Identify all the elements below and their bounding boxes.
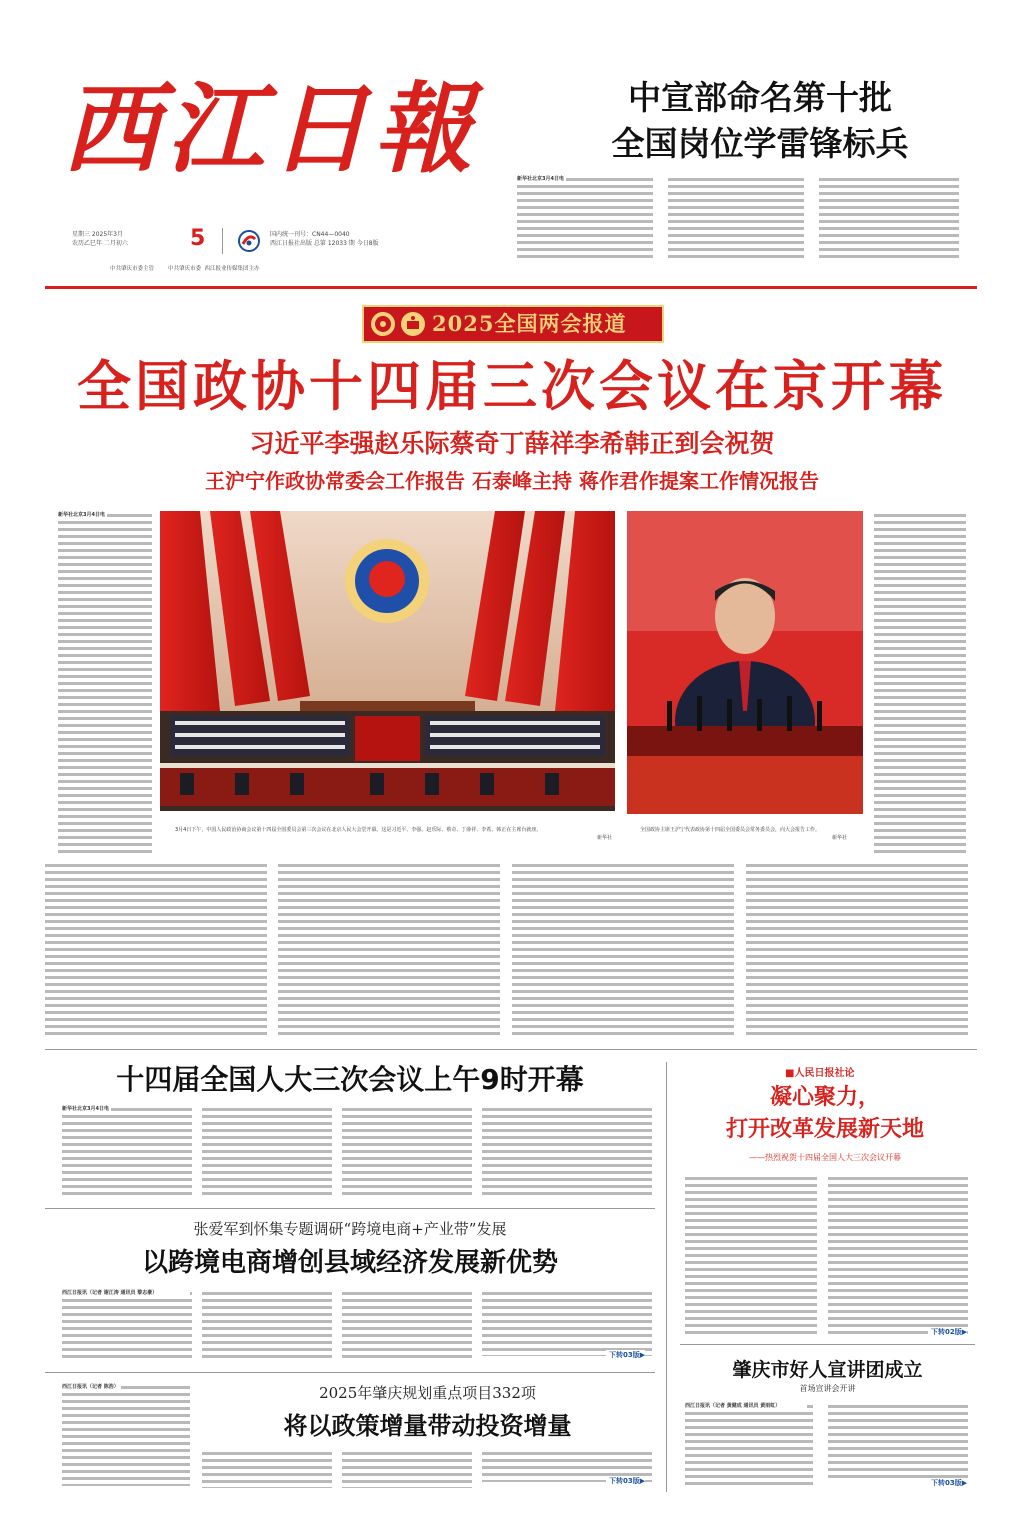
- goodpeople-body-col-1: [685, 1403, 813, 1489]
- goodpeople-subhead: 首场宣讲会开讲: [799, 1384, 856, 1393]
- goodpeople-body-col-2: [828, 1403, 968, 1479]
- projects-body-col-3: [342, 1450, 472, 1488]
- masthead-title: 西江日報: [62, 72, 479, 187]
- photo2-caption: 全国政协主席王沪宁代表政协第十四届全国委员会常务委员会，向大会报告工作。: [640, 827, 821, 833]
- masthead-date: [72, 230, 192, 248]
- projects-headline: 将以政策增量带动投资增量: [283, 1412, 572, 1440]
- top-story-body-col-3: [819, 176, 959, 260]
- commerce-lead: 西江日报讯（记者 谢江涛 通讯员 黎志豪）: [62, 1290, 190, 1297]
- commerce-body-col-2: [202, 1290, 332, 1362]
- editorial-subtitle: ——热烈祝贺十四届全国人大三次会议开幕: [749, 1153, 901, 1162]
- goodpeople-headline: 肇庆市好人宣讲团成立: [732, 1359, 923, 1381]
- photo1-credit: 新华社: [597, 835, 613, 841]
- main-body-left-col: [58, 512, 152, 856]
- npc-bottom-rule: [45, 1208, 655, 1209]
- goodpeople-more-link[interactable]: 下转03版▶: [928, 1478, 967, 1488]
- masthead-day: 5: [190, 226, 206, 251]
- npc-body-col-3: [342, 1106, 472, 1198]
- projects-body-left-col: [62, 1384, 190, 1486]
- masthead-sponsor: 中共肇庆市委主管 中共肇庆市委 西江报业传媒集团主办: [110, 266, 260, 272]
- main-headline: 全国政协十四届三次会议在京开幕: [77, 355, 947, 418]
- main-body-col-1: [45, 862, 267, 1037]
- npc-body-col-4: [482, 1106, 652, 1198]
- main-subhead-1: 习近平李强赵乐际蔡奇丁薛祥李希韩正到会祝贺: [249, 429, 775, 458]
- top-story-line-2: 全国岗位学雷锋标兵: [611, 124, 909, 163]
- projects-lead: 西江日报讯（记者 陈浩）: [62, 1384, 119, 1390]
- npc-headline: 十四届全国人大三次会议上午9时开幕: [116, 1063, 584, 1096]
- top-story-body-col-1: [517, 176, 653, 260]
- masthead-divider: [222, 228, 223, 254]
- main-body-col-3: [512, 862, 734, 1037]
- cppcc-emblem-icon: [370, 311, 396, 337]
- top-story-body-col-2: [668, 176, 804, 260]
- npc-cppcc-banner: [362, 305, 664, 343]
- main-body-col-2: [278, 862, 500, 1037]
- goodpeople-lead: 西江日报讯（记者 黄健成 通讯员 黄雨虹）: [685, 1403, 807, 1410]
- press-emblem-icon: [238, 230, 260, 252]
- main-body-right-col: [874, 512, 966, 856]
- npc-body-col-1: [62, 1106, 192, 1198]
- banner-label: 2025全国两会报道: [432, 311, 627, 336]
- photo-speaker: [627, 511, 863, 814]
- editorial-line-1: 凝心聚力，: [769, 1085, 880, 1110]
- commerce-body-col-3: [342, 1290, 472, 1362]
- masthead-publication-info: [270, 230, 490, 248]
- cn-number: 国内统一刊号：CN44—0040: [270, 231, 350, 238]
- commerce-kicker: 张爱军到怀集专题调研“跨境电商+产业带”发展: [193, 1220, 507, 1238]
- top-story-headline: [560, 75, 960, 167]
- projects-more-link[interactable]: 下转03版▶: [606, 1476, 645, 1486]
- projects-body-col-2: [202, 1450, 332, 1488]
- npc-body-col-2: [202, 1106, 332, 1198]
- photo-assembly-hall: [160, 511, 615, 811]
- section-rule: [45, 1049, 977, 1050]
- main-story-lead: 新华社北京3月4日电: [58, 512, 105, 518]
- top-story-lead: 新华社北京3月4日电: [517, 176, 564, 182]
- masthead-rule: [45, 286, 977, 289]
- main-body-col-4: [746, 862, 968, 1037]
- commerce-body-col-1: [62, 1290, 192, 1362]
- date-line-1: 星期三 2025年3月: [72, 231, 123, 238]
- editorial-headline: [680, 1082, 970, 1146]
- photo2-credit: 新华社: [832, 835, 848, 841]
- date-line-2: 农历乙巳年 二月初六: [72, 240, 128, 247]
- editorial-bottom-rule: [680, 1344, 975, 1345]
- editorial-line-2: 打开改革发展新天地: [725, 1117, 924, 1142]
- vertical-rule: [666, 1062, 667, 1492]
- commerce-bottom-rule: [45, 1372, 655, 1373]
- photo1-caption: 3月4日下午，中国人民政治协商会议第十四届全国委员会第三次会议在北京人民大会堂开幕。这是习近平、李强、赵乐际、蔡奇、丁薛祥、李希、韩正在主席台就座。: [175, 827, 542, 833]
- commerce-more-link[interactable]: 下转03版▶: [606, 1350, 645, 1360]
- top-story-line-1: 中宣部命名第十批: [628, 78, 892, 117]
- commerce-body-col-4: [482, 1290, 652, 1356]
- npc-emblem-icon: [400, 311, 426, 337]
- projects-kicker: 2025年肇庆规划重点项目332项: [319, 1384, 536, 1402]
- npc-lead: 新华社北京3月4日电: [62, 1106, 109, 1112]
- publisher-line: 西江日报社出版 总第 12033 期 今日8版: [270, 240, 379, 247]
- commerce-headline: 以跨境电商增创县域经济发展新优势: [141, 1248, 558, 1278]
- editorial-more-link[interactable]: 下转02版▶: [928, 1327, 967, 1337]
- editorial-body-col-1: [685, 1175, 817, 1337]
- editorial-tag: ■人民日报社论: [785, 1068, 855, 1079]
- editorial-body-col-2: [828, 1175, 968, 1335]
- main-subhead-2: 王沪宁作政协常委会工作报告 石泰峰主持 蒋作君作提案工作情况报告: [205, 469, 819, 493]
